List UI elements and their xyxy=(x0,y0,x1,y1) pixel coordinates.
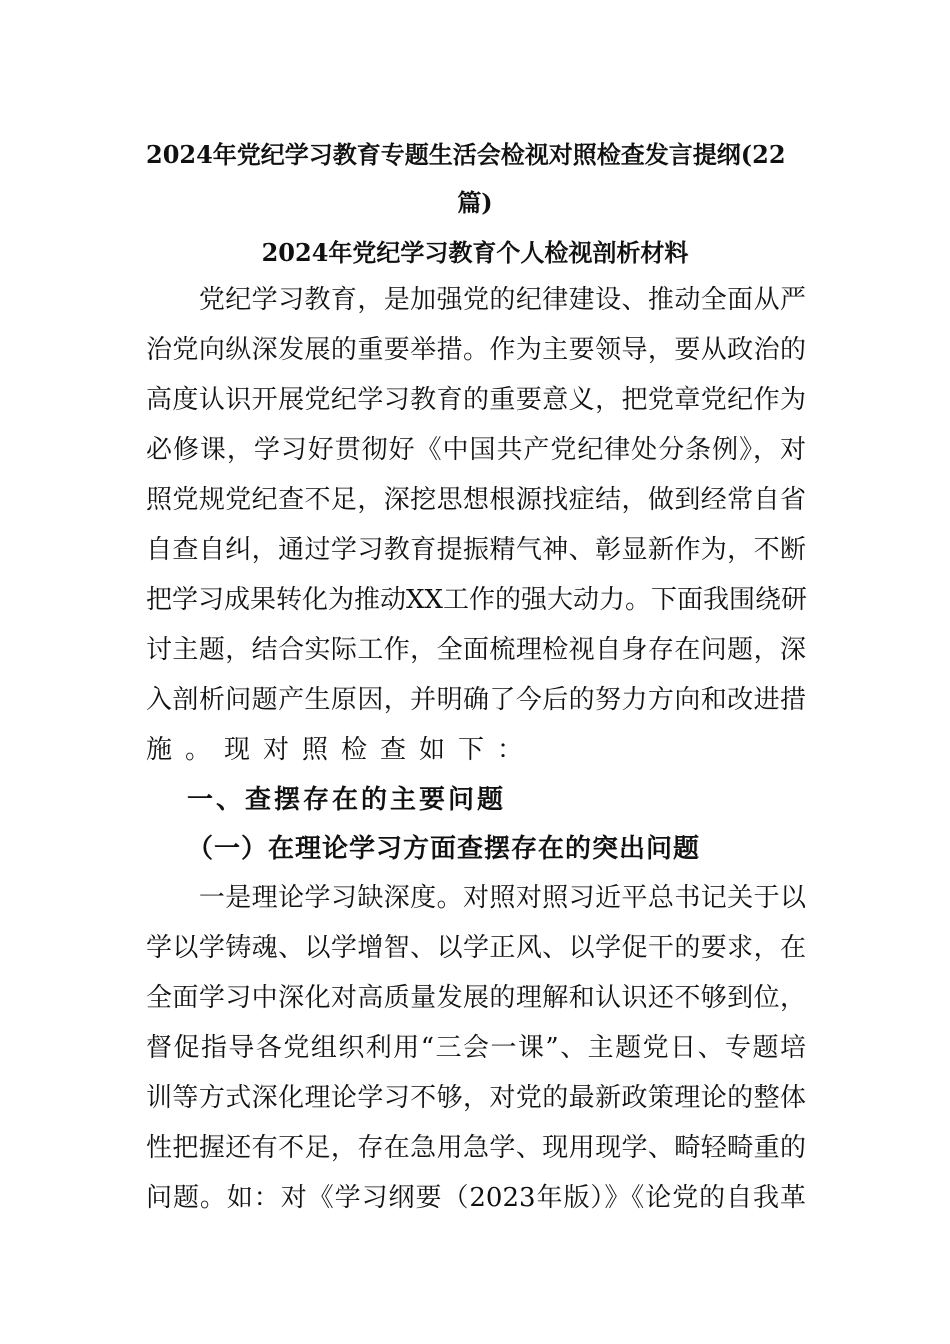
paragraph-line: 学以学铸魂、以学增智、以学正风、以学促干的要求，在 xyxy=(146,933,806,963)
paragraph-line: 自查自纠，通过学习教育提振精气神、彰显新作为，不断 xyxy=(146,535,806,565)
paragraph-line: 党纪学习教育，是加强党的纪律建设、推动全面从严 xyxy=(146,285,806,315)
paragraph-line: 全面学习中深化对高质量发展的理解和认识还不够到位， xyxy=(146,983,806,1013)
document-title-line-1: 2024年党纪学习教育专题生活会检视对照检查发言提纲(22 xyxy=(146,140,786,169)
paragraph-line: 督促指导各党组织利用“三会一课”、主题党日、专题培 xyxy=(146,1033,806,1063)
paragraph-line: 讨主题，结合实际工作，全面梳理检视自身存在问题，深 xyxy=(146,635,806,665)
paragraph-line: 治党向纵深发展的重要举措。作为主要领导，要从政治的 xyxy=(146,335,806,365)
paragraph-line: 性把握还有不足，存在急用急学、现用现学、畸轻畸重的 xyxy=(146,1133,806,1163)
paragraph-line: 训等方式深化理论学习不够，对党的最新政策理论的整体 xyxy=(146,1083,806,1113)
paragraph-line: 问题。如：对《学习纲要（2023年版）》《论党的自我革 xyxy=(146,1183,806,1213)
subsection-heading: （一）在理论学习方面查摆存在的突出问题 xyxy=(187,834,701,864)
paragraph-line: 一是理论学习缺深度。对照对照习近平总书记关于以 xyxy=(146,883,806,913)
paragraph-line: 必修课，学习好贯彻好《中国共产党纪律处分条例》，对 xyxy=(146,435,806,465)
document-title-line-2: 篇) xyxy=(457,188,493,217)
paragraph-line: 把学习成果转化为推动XX工作的强大动力。下面我围绕研 xyxy=(146,585,808,615)
section-heading: 一、查摆存在的主要问题 xyxy=(187,785,507,815)
paragraph-line: 入剖析问题产生原因，并明确了今后的努力方向和改进措 xyxy=(146,685,806,715)
paragraph-line: 高度认识开展党纪学习教育的重要意义，把党章党纪作为 xyxy=(146,385,806,415)
paragraph-line: 施。现对照检查如下： xyxy=(146,735,537,765)
paragraph-line: 照党规党纪查不足，深挖思想根源找症结，做到经常自省 xyxy=(146,485,806,515)
document-subtitle: 2024年党纪学习教育个人检视剖析材料 xyxy=(261,238,689,267)
